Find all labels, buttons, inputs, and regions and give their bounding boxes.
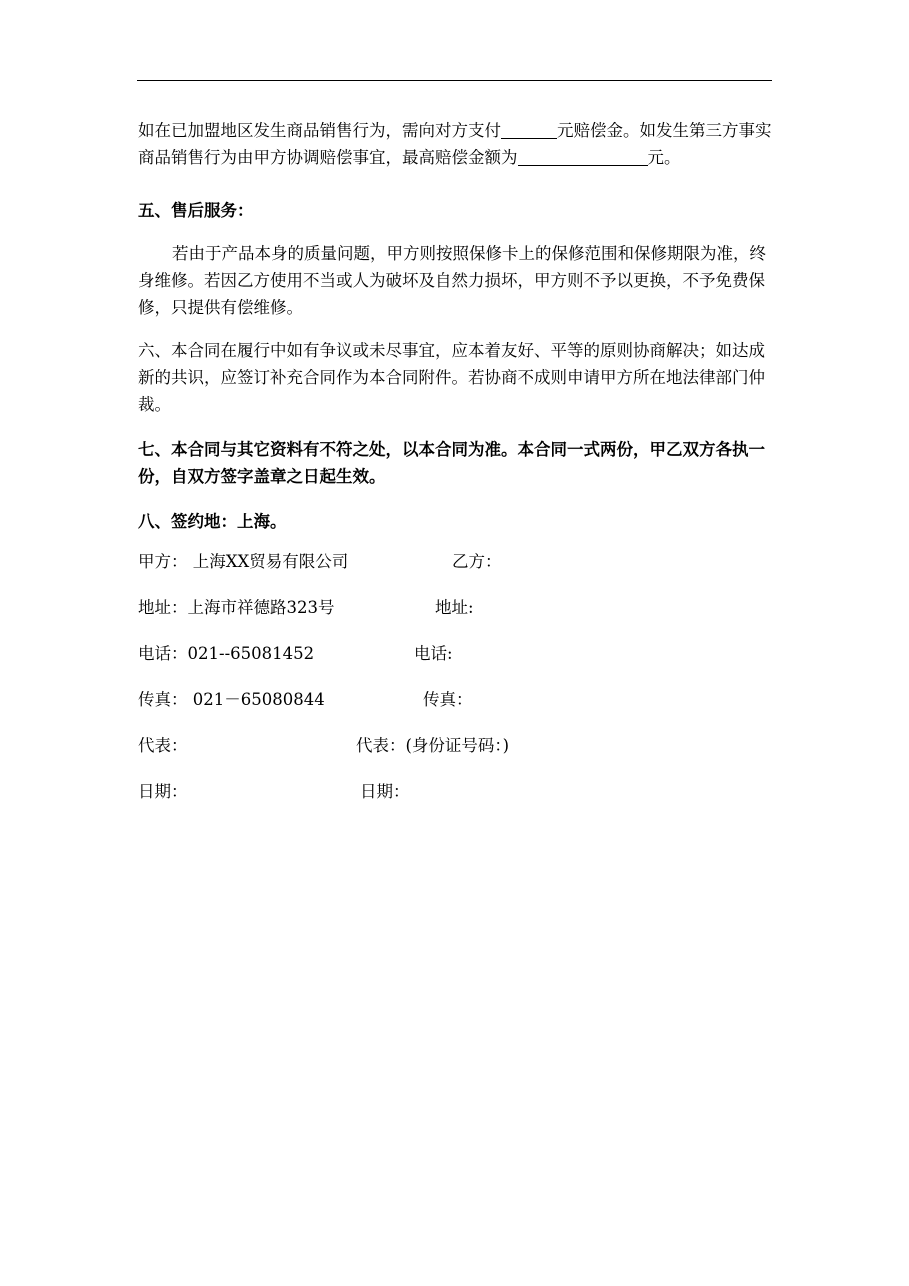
date-a: 日期： (138, 782, 188, 801)
fax-row (138, 689, 778, 710)
section7-body: 七、本合同与其它资料有不符之处，以本合同为准。本合同一式两份，甲乙双方各执一份，自双方签字盖章之日起生效。 (138, 440, 765, 486)
fax-a: 传真： 021－65080844 (138, 690, 325, 709)
signature-block (138, 551, 778, 802)
address-row (138, 597, 778, 618)
phone-b: 电话: (414, 644, 453, 663)
party-b: 乙方： (452, 552, 502, 571)
section5-heading: 五、售后服务： (138, 201, 254, 220)
section5-body: 若由于产品本身的质量问题，甲方则按照保修卡上的保修范围和保修期限为准，终身维修。若因乙方使用不当或人为破坏及自然力损坏，甲方则不予以更换，不予免费保修，只提供有偿维修。 (138, 244, 766, 317)
section8-heading: 八、签约地：上海。 (138, 512, 287, 531)
header-rule (137, 80, 772, 81)
payment-text-3: 元。 (647, 148, 681, 167)
date-row (138, 781, 778, 802)
payment-blank (501, 122, 557, 140)
rep-a: 代表： (138, 736, 188, 755)
phone-a: 电话：021--65081452 (138, 644, 315, 663)
address-a: 地址：上海市祥德路323号 (138, 598, 335, 617)
section6-body: 六、本合同在履行中如有争议或未尽事宜，应本着友好、平等的原则协商解决；如达成新的共识，应签订补充合同作为本合同附件。若协商不成则申请甲方所在地法律部门仲裁。 (138, 341, 765, 414)
rep-row (138, 735, 778, 756)
party-row (138, 551, 778, 572)
document-body (138, 117, 778, 802)
fax-b: 传真： (423, 690, 473, 709)
address-b: 地址: (435, 598, 474, 617)
date-b: 日期： (360, 782, 410, 801)
payment-paragraph (138, 117, 778, 171)
party-a: 甲方： 上海XX贸易有限公司 (138, 552, 349, 571)
rep-b: 代表：(身份证号码：) (356, 736, 510, 755)
phone-row (138, 643, 778, 664)
max-compensation-blank (518, 149, 648, 167)
payment-text-2: 元赔偿金。如发生第三方事实商品销售行为由甲方协调赔偿事宜，最高赔偿金额为 (138, 121, 772, 167)
payment-text-1: 如在已加盟地区发生商品销售行为，需向对方支付 (138, 121, 501, 140)
